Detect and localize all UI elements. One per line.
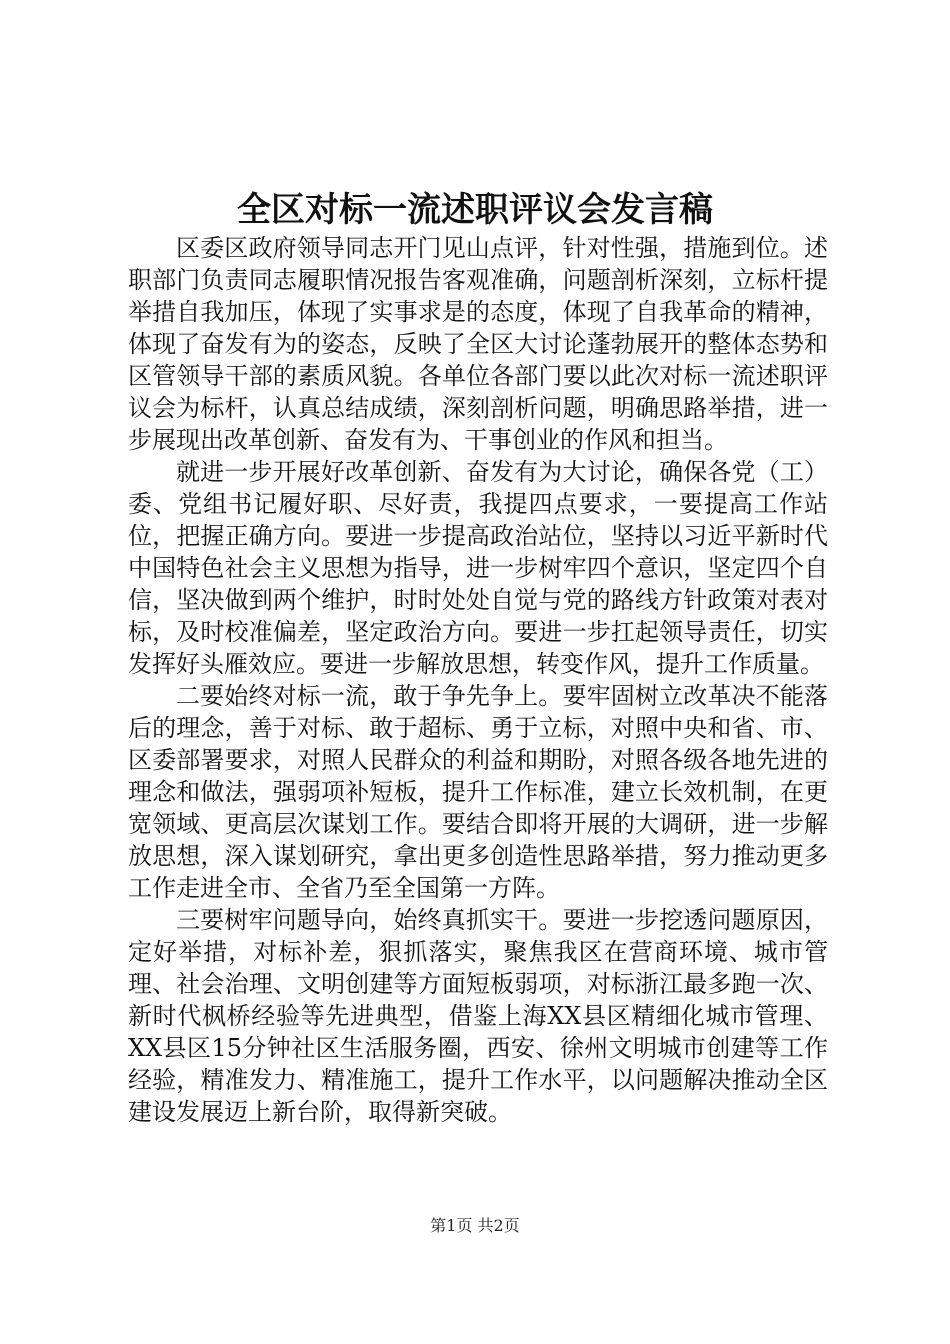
paragraph-3: 二要始终对标一流，敢于争先争上。要牢固树立改革决不能落后的理念，善于对标、敢于超标、勇于立标，对照中央和省、市、区委部署要求，对照人民群众的利益和期盼，对照各级各地先进的理念和做法，强弱项补短板，提升工作标准，建立长效机制，在更宽领域、更高层次谋划工作。要结合即将开展的大调研，进一步解放思想，深入谋划研究，拿出更多创造性思路举措，努力推动更多工作走进全市、全省乃至全国第一方阵。 [128,682,828,902]
paragraph-1: 区委区政府领导同志开门见山点评，针对性强，措施到位。述职部门负责同志履职情况报告客观准确，问题剖析深刻，立标杆提举措自我加压，体现了实事求是的态度，体现了自我革命的精神，体现了奋发有为的姿态，反映了全区大讨论蓬勃展开的整体态势和区管领导干部的素质风貌。各单位各部门要以此次对标一流述职评议会为标杆，认真总结成绩，深刻剖析问题，明确思路举措，进一步展现出改革创新、奋发有为、干事创业的作风和担当。 [128,234,828,454]
page-number-footer: 第1页 共2页 [430,1216,520,1235]
document-body [128,232,828,1128]
paragraph-2: 就进一步开展好改革创新、奋发有为大讨论，确保各党（工）委、党组书记履好职、尽好责，我提四点要求，一要提高工作站位，把握正确方向。要进一步提高政治站位，坚持以习近平新时代中国特色社会主义思想为指导，进一步树牢四个意识，坚定四个自信，坚决做到两个维护，时时处处自觉与党的路线方针政策对表对标，及时校准偏差，坚定政治方向。要进一步扛起领导责任，切实发挥好头雁效应。要进一步解放思想，转变作风，提升工作质量。 [128,458,828,678]
document-title: 全区对标一流述职评议会发言稿 [237,190,713,230]
paragraph-4: 三要树牢问题导向，始终真抓实干。要进一步挖透问题原因，定好举措，对标补差，狠抓落实，聚焦我区在营商环境、城市管理、社会治理、文明创建等方面短板弱项，对标浙江最多跑一次、新时代枫桥经验等先进典型，借鉴上海XX县区精细化城市管理、XX县区15分钟社区生活服务圈，西安、徐州文明城市创建等工作经验，精准发力、精准施工，提升工作水平，以问题解决推动全区建设发展迈上新台阶，取得新突破。 [128,906,828,1126]
